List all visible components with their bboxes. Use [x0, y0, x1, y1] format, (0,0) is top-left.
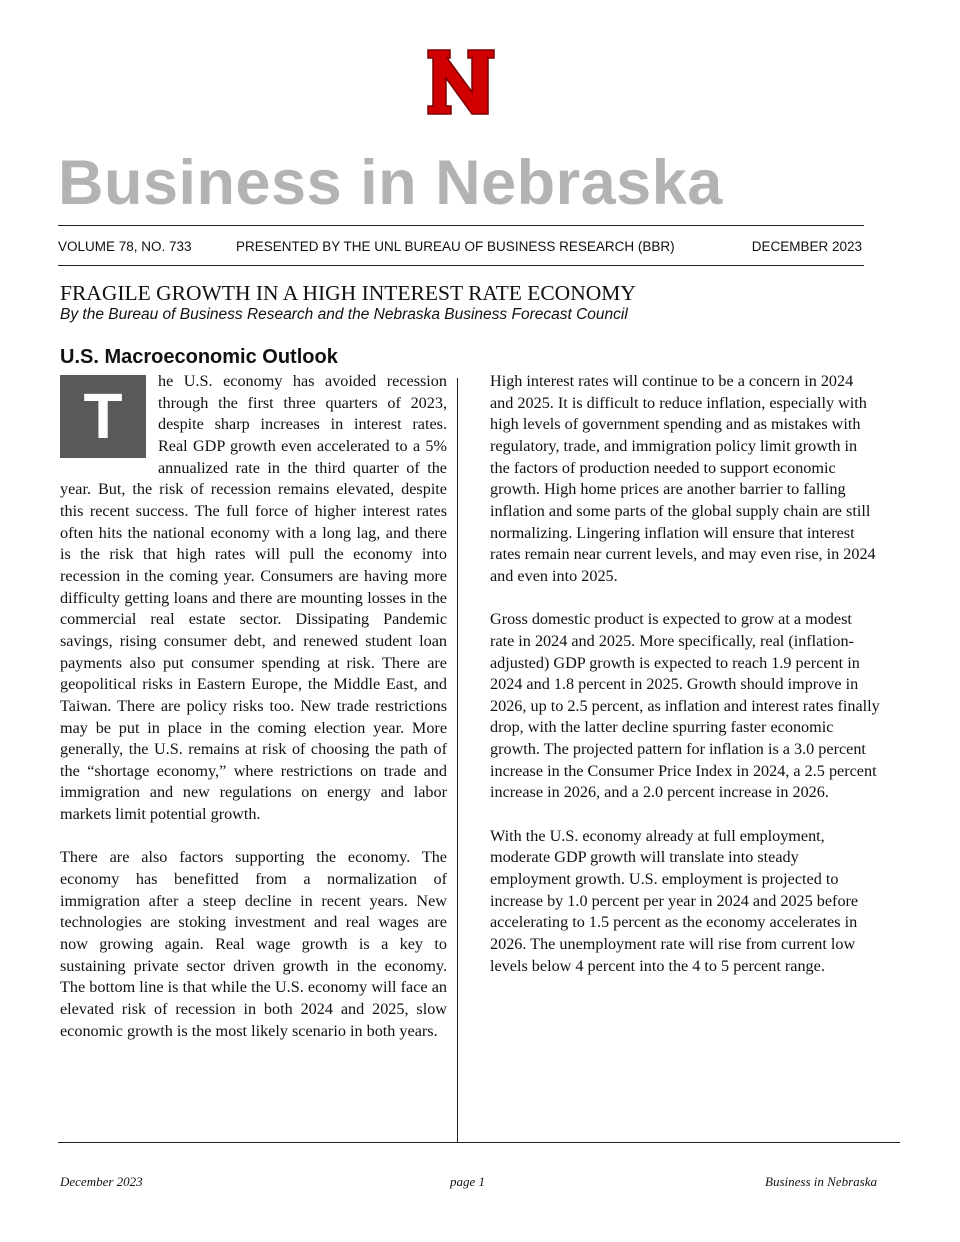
nebraska-n-logo	[426, 48, 496, 116]
section-title: U.S. Macroeconomic Outlook	[60, 346, 338, 368]
paragraph: High interest rates will continue to be a concern in 2024 and 2025. It is difficult to reduce inflation, especially with high levels of government spending and as mistakes with regulatory, trade, and immigration policy limit growth in the factors of production needed to support economic growth. High home prices are another barrier to falling inflation and some parts of the global supply chain are still normalizing. Lingering inflation will ensure that interest rates remain near current levels, and may even rise, in 2024 and even into 2025.	[490, 372, 876, 585]
paragraph: There are also factors supporting the economy. The economy has benefitted from a normalization of immigration after a steep decline in recent years. New technologies are stoking investment and real wages are now growing again. Real wage growth is a key to sustaining private sector driven growth in the economy. The bottom line is that while the U.S. economy will face an elevated risk of recession in both 2024 and 2025, slow economic growth is the most likely scenario in both years.	[60, 848, 447, 1040]
paragraph-text: he U.S. economy has avoided recession through the first three quarters of 2023, despite sharp increases in interest rates. Real GDP growth even accelerated to a 5% annualized rate in the third quarter of the year. But, the risk of recession remains elevated, despite this recent success. The full force of higher interest rates often hits the national economy with a long lag, and there is the risk that high rates will pull the economy into recession in the coming year. Consumers are having more difficulty getting loans and there are mounting losses in the commercial real estate sector. Dissipating Pandemic savings, rising consumer debt, and renewed student loan payments also put consumer spending at risk. There are geopolitical risks in Eastern Europe, the Middle East, and Taiwan. There are policy risks too. New trade restrictions may be put in place in the coming election year. More generally, the U.S. remains at risk of choosing the path of the “shortage economy,” where restrictions on trade and immigration and new regulations on energy and labor markets limit potential growth.	[60, 372, 447, 824]
masthead-bottom-rule	[58, 265, 864, 266]
footer-date: December 2023	[60, 1174, 143, 1189]
paragraph: Gross domestic product is expected to grow at a modest rate in 2024 and 2025. More specifically, real (inflation-adjusted) GDP growth is expected to reach 1.9 percent in 2024 and 1.8 percent in 2025. Growth should improve in 2026, up to 2.5 percent, as inflation and interest rates finally drop, with the latter decline spurring faster economic growth. The projected pattern for inflation is a 3.0 percent increase in the Consumer Price Index in 2024, a 2.5 percent increase in 2026, and a 2.0 percent increase in 2026.	[490, 610, 880, 802]
page-number: page 1	[450, 1174, 486, 1189]
left-column	[60, 371, 447, 1064]
right-column	[490, 371, 880, 999]
drop-cap: T	[60, 375, 146, 458]
footer-rule	[58, 1142, 900, 1143]
footer-publication: Business in Nebraska	[765, 1174, 877, 1189]
masthead-top-rule	[58, 225, 864, 226]
volume-number: VOLUME 78, NO. 733	[58, 239, 192, 254]
paragraph	[60, 371, 447, 826]
paragraph: With the U.S. economy already at full employment, moderate GDP growth will translate into steady employment growth. U.S. employment is projected to increase by 1.0 percent per year in 2024 and 2025 before accelerating to 1.5 percent as the economy accelerates in 2026. The unemployment rate will rise from current low levels below 4 percent into the 4 to 5 percent range.	[490, 826, 859, 975]
column-divider	[457, 378, 458, 1142]
presented-by: PRESENTED BY THE UNL BUREAU OF BUSINESS RESEARCH (BBR)	[236, 239, 675, 254]
issue-date: DECEMBER 2023	[751, 239, 862, 254]
article-byline: By the Bureau of Business Research and the Nebraska Business Forecast Council	[60, 306, 628, 323]
article-headline: FRAGILE GROWTH IN A HIGH INTEREST RATE ECONOMY	[60, 281, 636, 305]
publication-title: Business in Nebraska	[58, 148, 723, 218]
issue-info-row	[58, 239, 864, 257]
logo-letter: N	[460, 100, 462, 101]
